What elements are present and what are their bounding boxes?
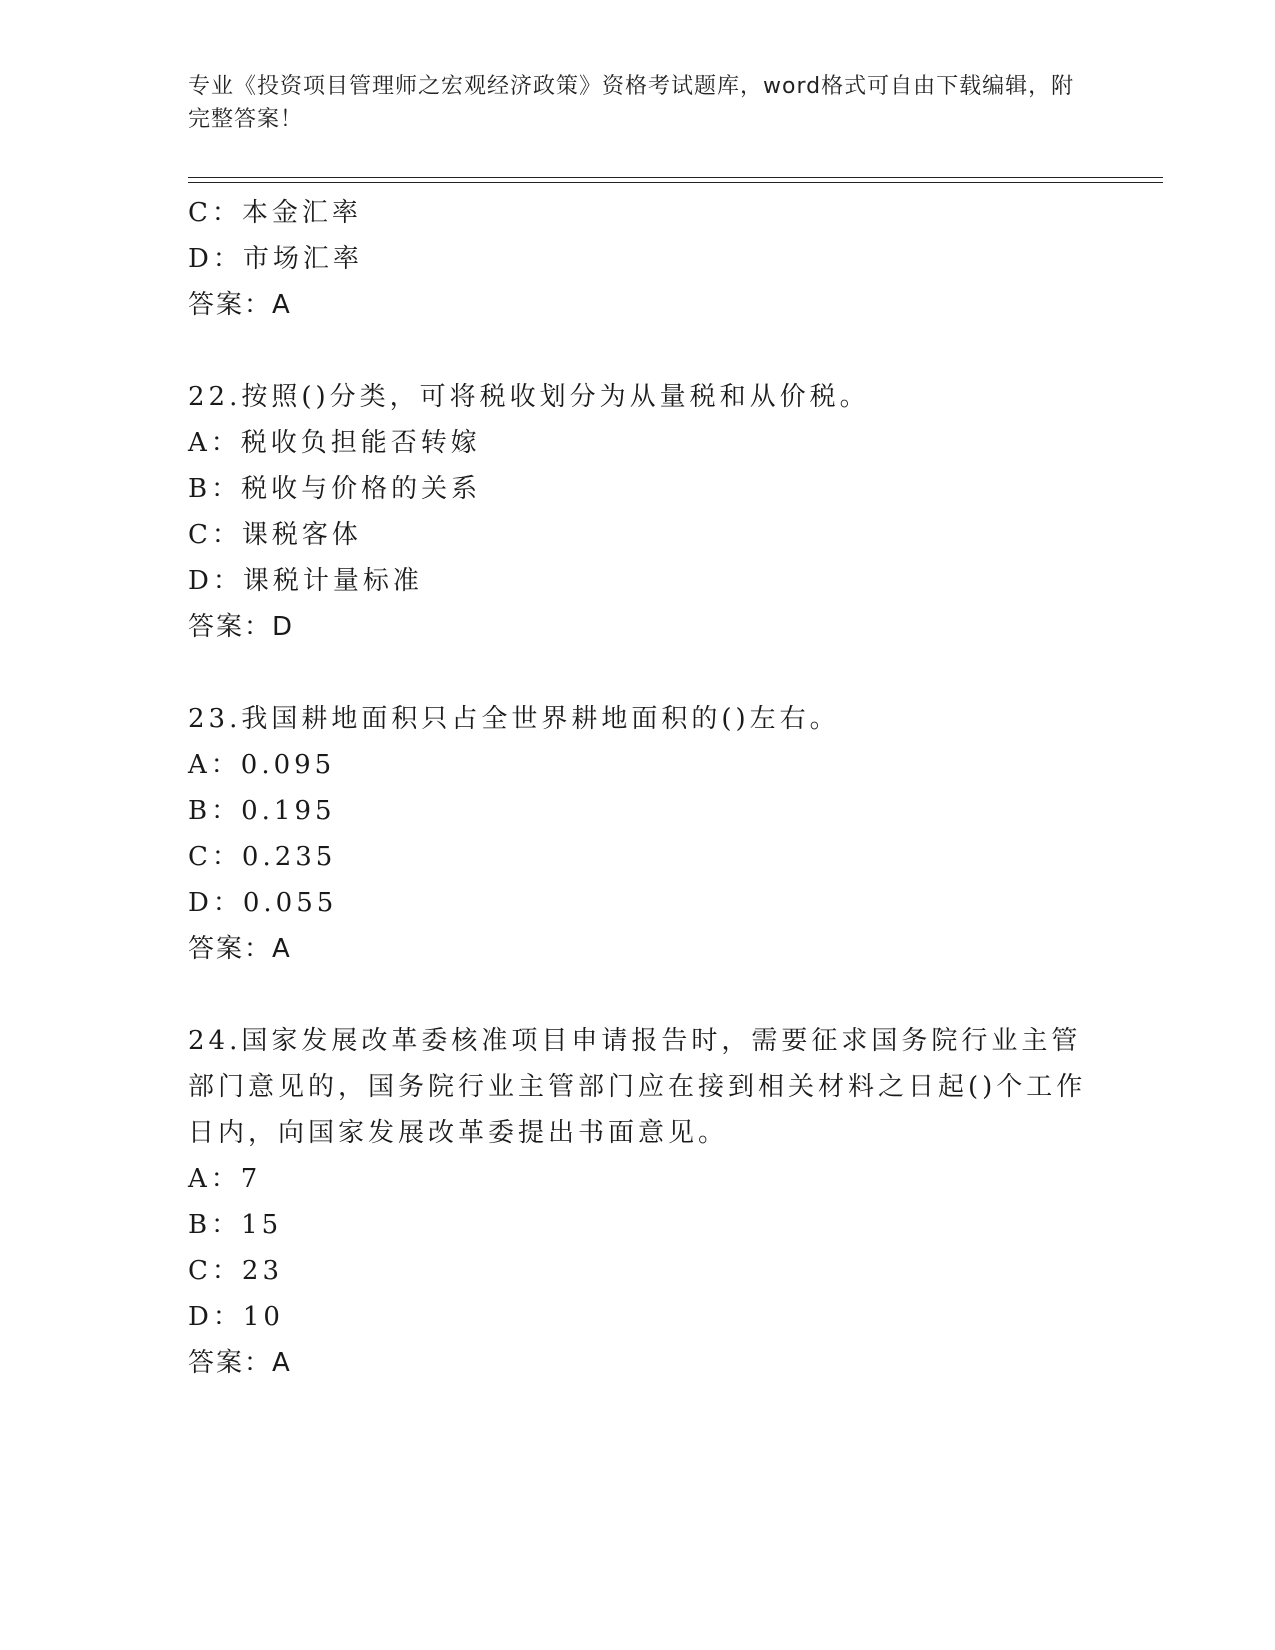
answer-line: 答案：D xyxy=(188,612,295,642)
option-a xyxy=(188,1156,1088,1202)
spacer xyxy=(188,328,1088,374)
option-label: D： xyxy=(188,888,243,918)
document-header: 专业《投资项目管理师之宏观经济政策》资格考试题库，word格式可自由下载编辑，附完整答案！ xyxy=(188,74,1075,132)
option-a xyxy=(188,742,1088,788)
option-text: 10 xyxy=(242,1302,284,1332)
option-text: 课税计量标准 xyxy=(242,566,423,596)
spacer xyxy=(188,650,1088,696)
answer-line: 答案：A xyxy=(188,934,292,964)
option-c xyxy=(188,1248,1088,1294)
option-text: 税收与价格的关系 xyxy=(241,474,482,504)
question-stem: 23.我国耕地面积只占全世界耕地面积的()左右。 xyxy=(188,704,840,734)
question-stem: 24.国家发展改革委核准项目申请报告时，需要征求国务院行业主管部门意见的，国务院行业主管部门应在接到相关材料之日起()个工作日内，向国家发展改革委提出书面意见。 xyxy=(188,1026,1087,1148)
option-label: B： xyxy=(188,474,242,504)
option-label: D： xyxy=(188,244,243,274)
option-c xyxy=(188,190,1088,236)
question-22 xyxy=(188,374,1088,650)
option-c xyxy=(188,512,1088,558)
header-rule-bottom xyxy=(188,182,1163,183)
question-24 xyxy=(188,1018,1088,1386)
option-d xyxy=(188,236,1088,282)
option-label: C： xyxy=(188,1256,242,1286)
option-label: B： xyxy=(188,1210,242,1240)
question-stem: 22.按照()分类，可将税收划分为从量税和从价税。 xyxy=(188,382,870,412)
option-b xyxy=(188,1202,1088,1248)
option-label: B： xyxy=(188,796,242,826)
option-text: 7 xyxy=(240,1164,262,1194)
option-text: 15 xyxy=(241,1210,283,1240)
option-label: A： xyxy=(188,1164,241,1194)
option-label: C： xyxy=(188,198,242,228)
option-text: 税收负担能否转嫁 xyxy=(240,428,481,458)
option-c xyxy=(188,834,1088,880)
answer-line: 答案：A xyxy=(188,1348,292,1378)
option-a xyxy=(188,420,1088,466)
question-23 xyxy=(188,696,1088,972)
option-text: 0.055 xyxy=(242,888,338,918)
option-d xyxy=(188,1294,1088,1340)
question-fragment xyxy=(188,190,1088,328)
option-b xyxy=(188,788,1088,834)
option-d xyxy=(188,880,1088,926)
option-b xyxy=(188,466,1088,512)
option-text: 0.195 xyxy=(241,796,336,826)
option-label: D： xyxy=(188,566,243,596)
option-label: C： xyxy=(188,842,242,872)
header-rule-top xyxy=(188,177,1163,178)
question-list xyxy=(188,190,1088,1386)
option-label: C： xyxy=(188,520,242,550)
option-label: D： xyxy=(188,1302,243,1332)
option-text: 市场汇率 xyxy=(242,244,363,274)
spacer xyxy=(188,972,1088,1018)
option-d xyxy=(188,558,1088,604)
option-text: 23 xyxy=(241,1256,283,1286)
option-text: 0.095 xyxy=(240,750,336,780)
option-label: A： xyxy=(188,428,241,458)
option-text: 课税客体 xyxy=(241,520,362,550)
answer-line: 答案：A xyxy=(188,290,292,320)
option-text: 本金汇率 xyxy=(241,198,362,228)
option-label: A： xyxy=(188,750,241,780)
option-text: 0.235 xyxy=(241,842,337,872)
